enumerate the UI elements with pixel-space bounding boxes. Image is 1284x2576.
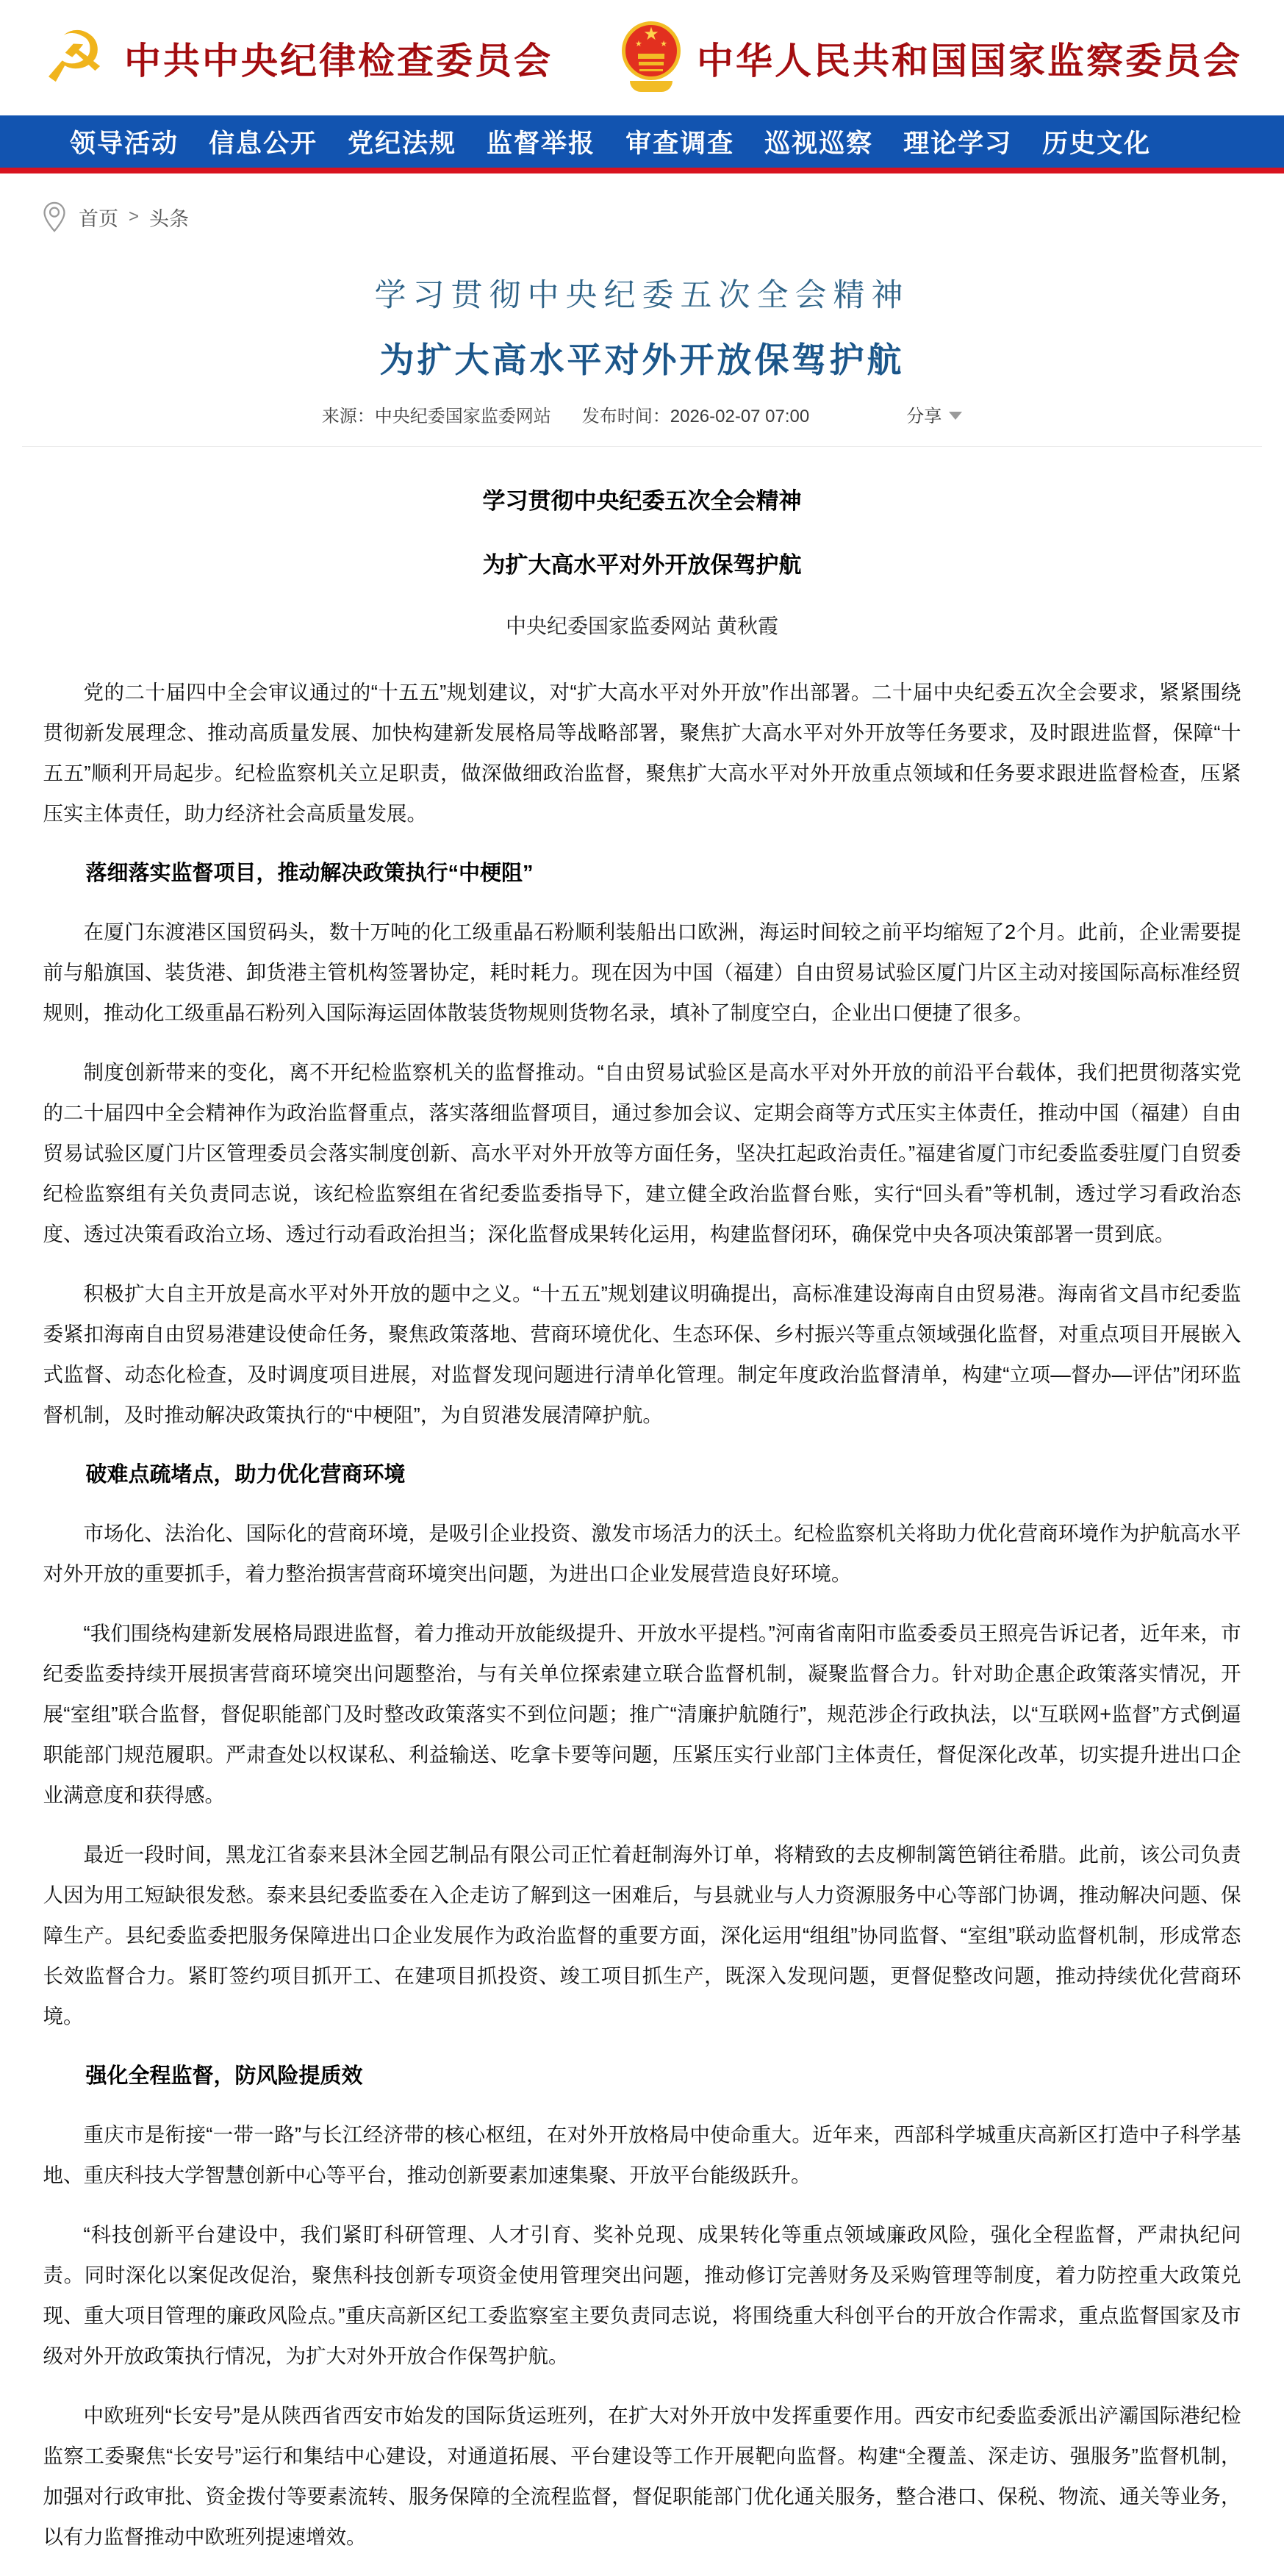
article-paragraph: 市场化、法治化、国际化的营商环境，是吸引企业投资、激发市场活力的沃土。纪检监察机关将助力优化营商环境作为护航高水平对外开放的重要抓手，着力整治损害营商环境突出问题，为进出口企业发展营造良好环境。 — [43, 1522, 1241, 1585]
article-body — [43, 447, 1241, 2557]
nav-item[interactable]: 历史文化 — [1042, 129, 1152, 158]
article-paragraph: 制度创新带来的变化，离不开纪检监察机关的监督推动。“自由贸易试验区是高水平对外开放的前沿平台载体，我们把贯彻落实党的二十届四中全会精神作为政治监督重点，落实落细监督项目，通过参加会议、定期会商等方式压实主体责任，推动中国（福建）自由贸易试验区厦门片区管理委员会落实制度创新、高水平对外开放等方面任务，坚决扛起政治责任。”福建省厦门市纪委监委驻厦门自贸委纪检监察组有关负责同志说，该纪检监察组在省纪委监委指导下，建立健全政治监督台账，实行“回头看”等机制，透过学习看政治态度、透过决策看政治立场、透过行动看政治担当；深化监督成果转化运用，构建监督闭环，确保党中央各项决策部署一贯到底。 — [43, 1061, 1241, 1245]
article-paragraph: 中欧班列“长安号”是从陕西省西安市始发的国际货运班列，在扩大对外开放中发挥重要作用。西安市纪委监委派出浐灞国际港纪检监察工委聚焦“长安号”运行和集结中心建设，对通道拓展、平台建设等工作开展靶向监督。构建“全覆盖、深走访、强服务”监督机制，加强对行政审批、资金拨付等要素流转、服务保障的全流程监督，督促职能部门优化通关服务，整合港口、保税、物流、通关等业务，以有力监督推动中欧班列提速增效。 — [43, 2404, 1241, 2548]
section-heading: 破难点疏堵点，助力优化营商环境 — [85, 1463, 406, 1486]
share-label: 分享 — [906, 407, 942, 426]
nav-item[interactable]: 审查调查 — [625, 129, 735, 158]
nav-item[interactable]: 巡视巡察 — [764, 129, 874, 158]
org-nsc-group — [620, 20, 1242, 96]
nav-item[interactable]: 党纪法规 — [348, 129, 457, 158]
chevron-down-icon — [949, 412, 962, 420]
breadcrumb-home[interactable]: 首页 — [79, 207, 118, 230]
national-emblem-icon: ★ ★ ★ — [620, 20, 682, 96]
time-value: 2026-02-07 07:00 — [670, 407, 810, 426]
source-group — [322, 401, 551, 427]
breadcrumb-current: 头条 — [149, 207, 190, 230]
time-group — [582, 401, 810, 427]
party-emblem-icon: ☭ — [42, 18, 107, 97]
nav-item[interactable]: 监督举报 — [487, 129, 596, 158]
section-heading: 强化全程监督，防风险提质效 — [85, 2064, 363, 2088]
article-kicker: 学习贯彻中央纪委五次全会精神 — [374, 279, 910, 313]
article-paragraph: 党的二十届四中全会审议通过的“十五五”规划建议，对“扩大高水平对外开放”作出部署。二十届中央纪委五次全会要求，紧紧围绕贯彻新发展理念、推动高质量发展、加快构建新发展格局等战略部署，聚焦扩大高水平对外开放等任务要求，及时跟进监督，保障“十五五”顺利开局起步。纪检监察机关立足职责，做深做细政治监督，聚焦扩大高水平对外开放重点领域和任务要求跟进监督检查，压紧压实主体责任，助力经济社会高质量发展。 — [43, 681, 1241, 825]
section-heading: 落细落实监督项目，推动解决政策执行“中梗阻” — [85, 862, 534, 885]
nav-item[interactable]: 领导活动 — [70, 129, 179, 158]
source-value: 中央纪委国家监委网站 — [374, 407, 551, 426]
time-label: 发布时间： — [581, 407, 670, 426]
article-paragraph: “科技创新平台建设中，我们紧盯科研管理、人才引育、奖补兑现、成果转化等重点领域廉政风险，强化全程监督，严肃执纪问责。同时深化以案促改促治，聚焦科技创新专项资金使用管理突出问题，推动修订完善财务及采购管理等制度，着力防控重大政策兑现、重大项目管理的廉政风险点。”重庆高新区纪工委监察室主要负责同志说，将围绕重大科创平台的开放合作需求，重点监督国家及市级对外开放政策执行情况，为扩大对外开放合作保驾护航。 — [43, 2223, 1241, 2367]
source-label: 来源： — [321, 407, 375, 426]
main-nav — [0, 115, 1284, 173]
share-button[interactable] — [906, 401, 962, 427]
nav-item[interactable]: 信息公开 — [209, 129, 318, 158]
location-pin-icon — [42, 201, 67, 233]
article-paragraph: 在厦门东渡港区国贸码头，数十万吨的化工级重晶石粉顺利装船出口欧洲，海运时间较之前平均缩短了2个月。此前，企业需要提前与船旗国、装货港、卸货港主管机构签署协定，耗时耗力。现在因为中国（福建）自由贸易试验区厦门片区主动对接国际高标准经贸规则，推动化工级重晶石粉列入国际海运固体散装货物规则货物名录，填补了制度空白，企业出口便捷了很多。 — [43, 920, 1241, 1024]
org-title-nsc[interactable]: 中华人民共和国国家监察委员会 — [697, 40, 1242, 82]
org-title-ccdi[interactable]: 中共中央纪律检查委员会 — [124, 40, 553, 82]
site-header — [0, 0, 1284, 115]
breadcrumb — [0, 173, 1284, 234]
article-paragraph: 积极扩大自主开放是高水平对外开放的题中之义。“十五五”规划建议明确提出，高标准建设海南自由贸易港。海南省文昌市纪委监委紧扣海南自由贸易港建设使命任务，聚焦政策落地、营商环境优化、生态环保、乡村振兴等重点领域强化监督，对重点项目开展嵌入式监督、动态化检查，及时调度项目进展，对监督发现问题进行清单化管理。制定年度政治监督清单，构建“立项—督办—评估”闭环监督机制，及时推动解决政策执行的“中梗阻”，为自贸港发展清障护航。 — [43, 1282, 1241, 1426]
breadcrumb-separator: > — [129, 207, 140, 226]
article-paragraph: 重庆市是衔接“一带一路”与长江经济带的核心枢纽，在对外开放格局中使命重大。近年来，西部科学城重庆高新区打造中子科学基地、重庆科技大学智慧创新中心等平台，推动创新要素加速集聚、开放平台能级跃升。 — [43, 2123, 1241, 2186]
article-meta — [0, 401, 1284, 427]
nav-item[interactable]: 理论学习 — [903, 129, 1013, 158]
article-byline: 中央纪委国家监委网站 黄秋霞 — [505, 615, 778, 638]
page-title: 为扩大高水平对外开放保驾护航 — [379, 340, 905, 379]
article-paragraph: 最近一段时间，黑龙江省泰来县沐全园艺制品有限公司正忙着赶制海外订单，将精致的去皮柳制篱笆销往希腊。此前，该公司负责人因为用工短缺很发愁。泰来县纪委监委在入企走访了解到这一困难后，与县就业与人力资源服务中心等部门协调，推动解决问题、保障生产。县纪委监委把服务保障进出口企业发展作为政治监督的重要方面，深化运用“组组”协同监督、“室组”联动监督机制，形成常态长效监督合力。紧盯签约项目抓开工、在建项目抓投资、竣工项目抓生产，既深入发现问题，更督促整改问题，推动持续优化营商环境。 — [43, 1843, 1241, 2028]
body-kicker-heading: 学习贯彻中央纪委五次全会精神 — [482, 488, 802, 514]
article-header — [0, 271, 1284, 447]
article-paragraph: “我们围绕构建新发展格局跟进监督，着力推动开放能级提升、开放水平提档。”河南省南阳市监委委员王照亮告诉记者，近年来，市纪委监委持续开展损害营商环境突出问题整治，与有关单位探索建立联合监督机制，凝聚监督合力。针对助企惠企政策落实情况，开展“室组”联合监督，督促职能部门及时整改政策落实不到位问题；推广“清廉护航随行”，规范涉企行政执法，以“互联网+监督”方式倒逼职能部门规范履职。严肃查处以权谋私、利益输送、吃拿卡要等问题，压紧压实行业部门主体责任，督促深化改革，切实提升进出口企业满意度和获得感。 — [43, 1622, 1241, 1806]
body-title-heading: 为扩大高水平对外开放保驾护航 — [482, 552, 802, 578]
article-content — [43, 672, 1241, 2557]
